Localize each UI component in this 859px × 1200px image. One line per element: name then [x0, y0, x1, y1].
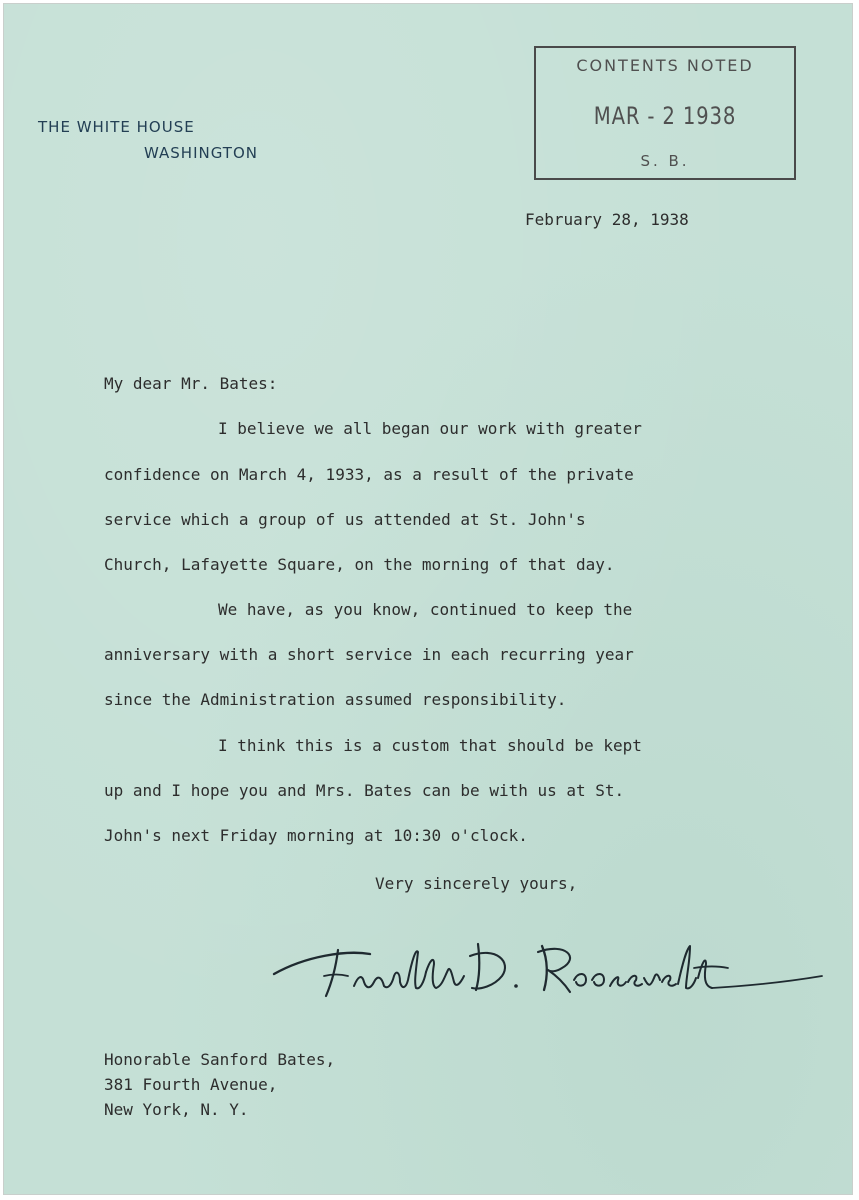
body-line: Church, Lafayette Square, on the morning of that day. [104, 555, 615, 574]
body-line: I believe we all began our work with greater [218, 419, 642, 438]
stamp-date: MAR - 2 1938 [593, 102, 737, 130]
letterhead-organization: THE WHITE HOUSE [38, 118, 195, 136]
closing: Very sincerely yours, [375, 874, 578, 893]
recipient-line: New York, N. Y. [104, 1100, 249, 1119]
salutation: My dear Mr. Bates: [104, 374, 278, 393]
body-line: since the Administration assumed responsibility. [104, 690, 567, 709]
stamp-title: CONTENTS NOTED [576, 56, 754, 75]
contents-noted-stamp [534, 46, 796, 180]
recipient-line: Honorable Sanford Bates, [104, 1050, 336, 1069]
stamp-initials: S. B. [640, 152, 690, 170]
recipient-line: 381 Fourth Avenue, [104, 1075, 278, 1094]
body-line: up and I hope you and Mrs. Bates can be with us at St. [104, 781, 625, 800]
signature-image [266, 916, 826, 1016]
body-line: confidence on March 4, 1933, as a result of the private [104, 465, 634, 484]
body-line: service which a group of us attended at St. John's [104, 510, 586, 529]
body-line: anniversary with a short service in each recurring year [104, 645, 634, 664]
body-line: John's next Friday morning at 10:30 o'clock. [104, 826, 528, 845]
letterhead-city: WASHINGTON [144, 144, 258, 162]
letter-date: February 28, 1938 [525, 210, 689, 229]
letter-sheet [4, 4, 852, 1194]
body-line: I think this is a custom that should be kept [218, 736, 642, 755]
body-line: We have, as you know, continued to keep the [218, 600, 633, 619]
